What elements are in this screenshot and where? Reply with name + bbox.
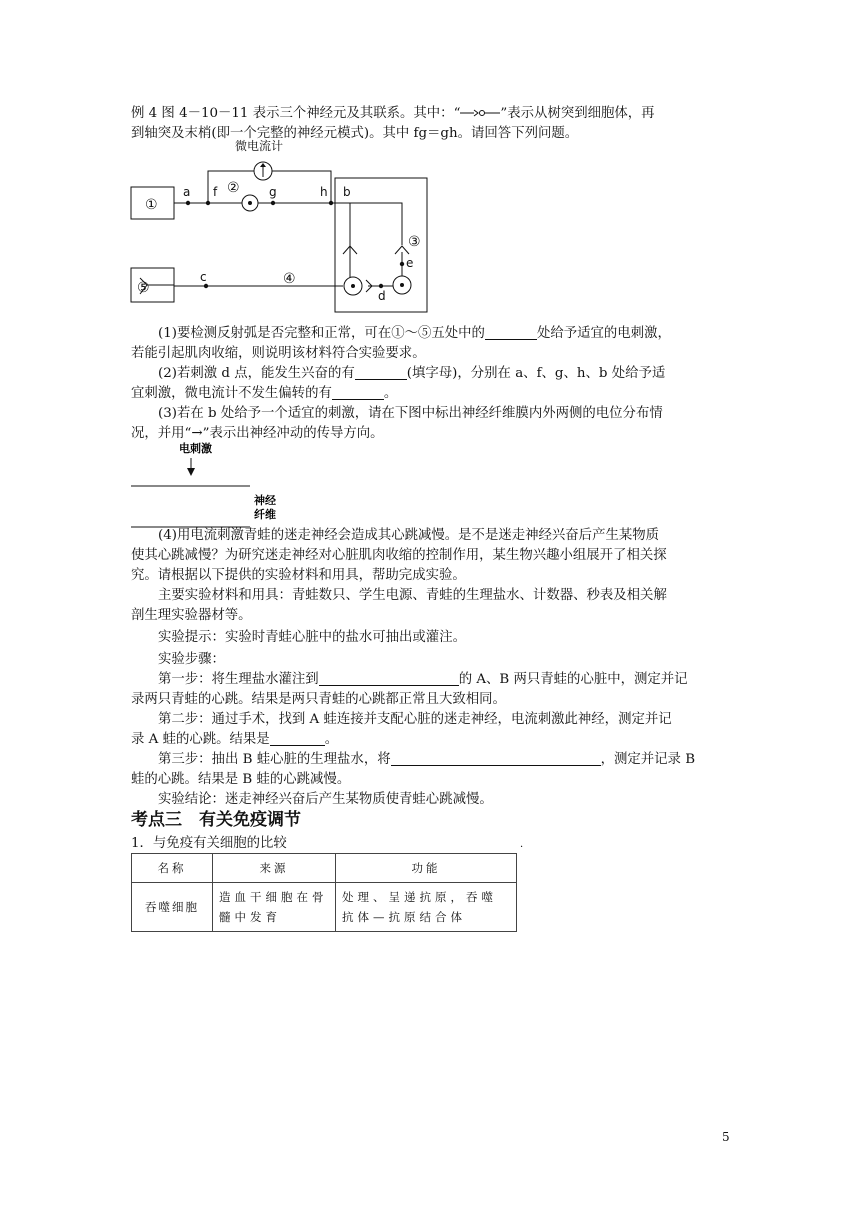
q1-answer-blank[interactable] — [485, 325, 537, 340]
svg-text:纤维: 纤维 — [254, 508, 276, 521]
question-4: (4)用电流刺激青蛙的迷走神经会造成其心跳减慢。是不是迷走神经兴奋后产生某物质 — [158, 528, 660, 543]
svg-text:f: f — [213, 185, 218, 199]
svg-text:①: ① — [145, 197, 158, 213]
svg-text:h: h — [320, 185, 328, 199]
svg-text:e: e — [406, 256, 414, 270]
svg-text:a: a — [183, 185, 191, 199]
stray-mark: · — [520, 842, 524, 853]
section-title: 考点三 有关免疫调节 — [131, 810, 301, 830]
svg-text:神经: 神经 — [254, 494, 276, 507]
subsection-title: 1．与免疫有关细胞的比较 — [131, 836, 287, 851]
step2-answer-blank[interactable] — [270, 731, 325, 746]
svg-text:⑤: ⑤ — [137, 280, 150, 296]
svg-text:g: g — [269, 185, 277, 199]
synapse-box — [335, 178, 427, 312]
materials: 主要实验材料和用具：青蛙数只、学生电源、青蛙的生理盐水、计数器、秒表及相关解 — [158, 588, 667, 603]
svg-text:c: c — [200, 270, 207, 284]
table-cell: 造血干细胞在骨髓中发育 — [213, 883, 336, 932]
table-cell: 处理、呈递抗原，吞噬抗体—抗原结合体 — [336, 883, 517, 932]
table-cell: 吞噬细胞 — [132, 883, 213, 932]
step-2: 第二步：通过手术，找到 A 蛙连接并支配心脏的迷走神经，电流刺激此神经，测定并记 — [158, 712, 672, 727]
svg-text:②: ② — [227, 180, 240, 196]
question-3: (3)若在 b 处给予一个适宜的刺激，请在下图中标出神经纤维膜内外两侧的电位分布情 — [158, 406, 663, 421]
table-header: 来源 — [213, 854, 336, 883]
table-row — [132, 883, 517, 932]
stimulus-label: 电刺激 — [179, 442, 212, 455]
stimulus-arrow-icon — [187, 468, 195, 476]
svg-text:④: ④ — [283, 271, 296, 287]
table-header: 功能 — [336, 854, 517, 883]
intro-text-3: 到轴突及末梢(即一个完整的神经元模式)。其中 fg＝gh。请回答下列问题。 — [131, 126, 579, 141]
question-1-cont: 若能引起肌肉收缩，则说明该材料符合实验要求。 — [131, 346, 426, 361]
conclusion: 实验结论：迷走神经兴奋后产生某物质使青蛙心跳减慢。 — [158, 792, 493, 807]
question-1: (1)要检测反射弧是否完整和正常，可在①～⑤五处中的 处给予适宜的电刺激， — [158, 326, 671, 341]
step1-answer-blank[interactable] — [319, 671, 459, 686]
step-3: 第三步：抽出 B 蛙心脏的生理盐水，将 ，测定并记录 B — [158, 752, 696, 767]
meter-label: 微电流计 — [235, 139, 284, 153]
page-number: 5 — [722, 1130, 730, 1144]
hint: 实验提示：实验时青蛙心脏中的盐水可抽出或灌注。 — [158, 630, 466, 645]
immune-cell-table — [131, 853, 517, 932]
steps-title: 实验步骤： — [158, 652, 225, 667]
intro-text: 例 4 图 4－10－11 表示三个神经元及其联系。其中：“ — [131, 106, 461, 121]
svg-text:b: b — [343, 185, 351, 199]
q2-answer-blank-1[interactable] — [355, 365, 407, 380]
question-2-cont: 宜刺激，微电流计不发生偏转的有 。 — [131, 386, 398, 401]
intro-paragraph — [131, 104, 731, 144]
micro-ammeter-icon — [254, 162, 272, 180]
neuron-1-box — [131, 187, 174, 219]
question-3-cont: 况，并用“→”表示出神经冲动的传导方向。 — [131, 426, 384, 441]
neuron-5-box — [131, 268, 174, 302]
question-2: (2)若刺激 d 点，能发生兴奋的有 (填字母)，分别在 a、f、g、h、b 处给予适 — [158, 366, 666, 381]
neuron-2-soma — [242, 195, 258, 211]
table-header: 名称 — [132, 854, 213, 883]
intro-text-2: ”表示从树突到细胞体，再 — [500, 106, 655, 121]
table-header-row — [132, 854, 517, 883]
step-1: 第一步：将生理盐水灌注到 的 A、B 两只青蛙的心脏中，测定并记 — [158, 672, 688, 687]
svg-text:③: ③ — [408, 234, 421, 250]
step3-answer-blank[interactable] — [391, 751, 601, 766]
svg-text:d: d — [378, 289, 386, 303]
neuron-symbol-icon — [460, 106, 500, 118]
q2-answer-blank-2[interactable] — [332, 385, 384, 400]
